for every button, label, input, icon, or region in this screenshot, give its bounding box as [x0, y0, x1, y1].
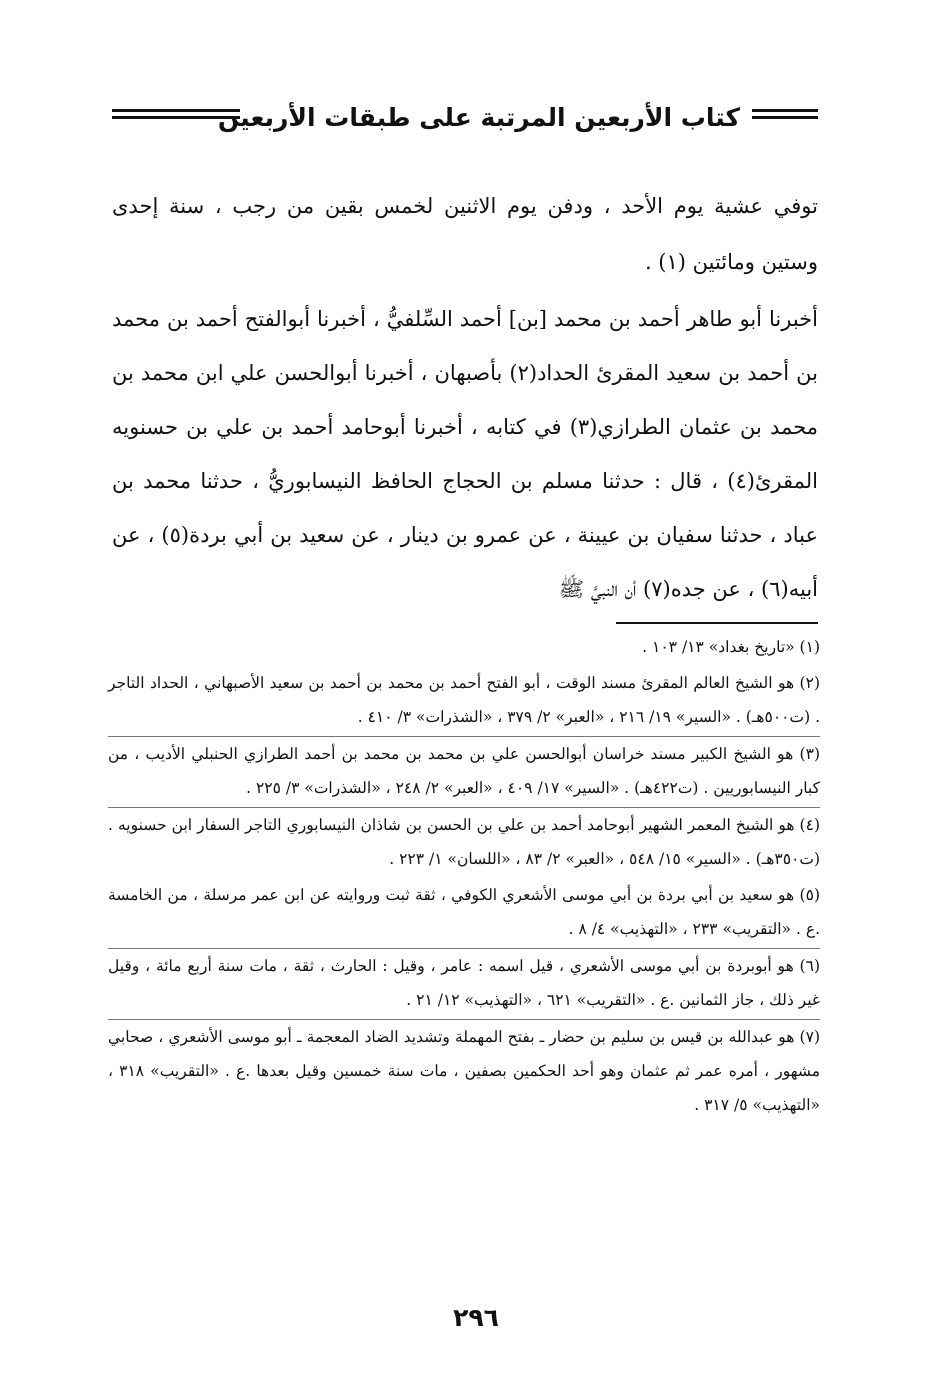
main-paragraph-death-note: توفي عشية يوم الأحد ، ودفن يوم الاثنين لخمس بقين من رجب ، سنة إحدى وستين ومائتين (١) .	[112, 194, 818, 274]
footnote-6: (٦) هو أبوبردة بن أبي موسى الأشعري ، قيل اسمه : عامر ، وقيل : الحارث ، ثقة ، مات سنة أربع مائة ، وقيل غير ذلك ، جاز الثمانين .ع . «التقريب» ٦٢١ ، «التهذيب» ١٢/ ٢١ .	[108, 949, 820, 1020]
footnote-2: (٢) هو الشيخ العالم المقرئ مسند الوقت ، أبو الفتح أحمد بن محمد بن أحمد بن سعيد الأصبهاني ، الحداد التاجر . (ت٥٠٠هـ) . «السير» ١٩/ ٢١٦ ، «العبر» ٢/ ٣٧٩ ، «الشذرات» ٣/ ٤١٠ .	[108, 666, 820, 737]
footnotes	[108, 630, 820, 1124]
footnote-4: (٤) هو الشيخ المعمر الشهير أبوحامد أحمد بن علي بن الحسن بن شاذان النيسابوري التاجر السفار ابن حسنويه . (ت٣٥٠هـ) . «السير» ١٥/ ٥٤٨ ، «العبر» ٢/ ٨٣ ، «اللسان» ١/ ٢٢٣ .	[108, 816, 820, 868]
footnote-1: (١) «تاريخ بغداد» ١٣/ ١٠٣ .	[642, 638, 820, 656]
page-title: كتاب الأربعين المرتبة على طبقات الأربعين	[217, 103, 740, 132]
main-paragraph-hadith-chain: أخبرنا أبو طاهر أحمد بن محمد [بن] أحمد السِّلفيُّ ، أخبرنا أبوالفتح أحمد بن محمد بن أحمد بن سعيد المقرئ الحداد(٢) بأصبهان ، أخبرنا أبوالحسن علي ابن محمد بن محمد بن عثمان الطرازي(٣) في كتابه ، أخبرنا أبوحامد أحمد بن علي بن حسنويه المقرئ(٤) ، قال : حدثنا مسلم بن الحجاج الحافظ النيسابوريُّ ، حدثنا محمد بن عباد ، حدثنا سفيان بن عيينة ، عن عمرو بن دينار ، عن سعيد بن أبي بردة(٥) ، عن أبيه(٦) ، عن جده(٧) أن النبيَّ ﷺ	[112, 307, 818, 601]
footnote-divider	[616, 622, 818, 624]
footnote-3: (٣) هو الشيخ الكبير مسند خراسان أبوالحسن علي بن محمد بن محمد بن أحمد الطرازي الحنبلي الأديب ، من كبار النيسابوريين . (ت٤٢٢هـ) . «السير» ١٧/ ٤٠٩ ، «العبر» ٢/ ٢٤٨ ، «الشذرات» ٣/ ٢٢٥ .	[108, 737, 820, 808]
footnote-7: (٧) هو عبدالله بن قيس بن سليم بن حضار ـ بفتح المهملة وتشديد الضاد المعجمة ـ أبو موسى الأشعري ، صحابي مشهور ، أمره عمر ثم عثمان وهو أحد الحكمين بصفين ، مات سنة خمسين وقيل بعدها .ع . «التقريب» ٣١٨ ، «التهذيب» ٥/ ٣١٧ .	[108, 1028, 820, 1114]
header-rule-right	[752, 109, 818, 123]
footnote-5: (٥) هو سعيد بن أبي بردة بن أبي موسى الأشعري الكوفي ، ثقة ثبت وروايته عن ابن عمر مرسلة ، من الخامسة .ع . «التقريب» ٢٣٣ ، «التهذيب» ٤/ ٨ .	[108, 878, 820, 949]
page-number: ٢٩٦	[453, 1303, 499, 1332]
page-header	[112, 96, 818, 140]
